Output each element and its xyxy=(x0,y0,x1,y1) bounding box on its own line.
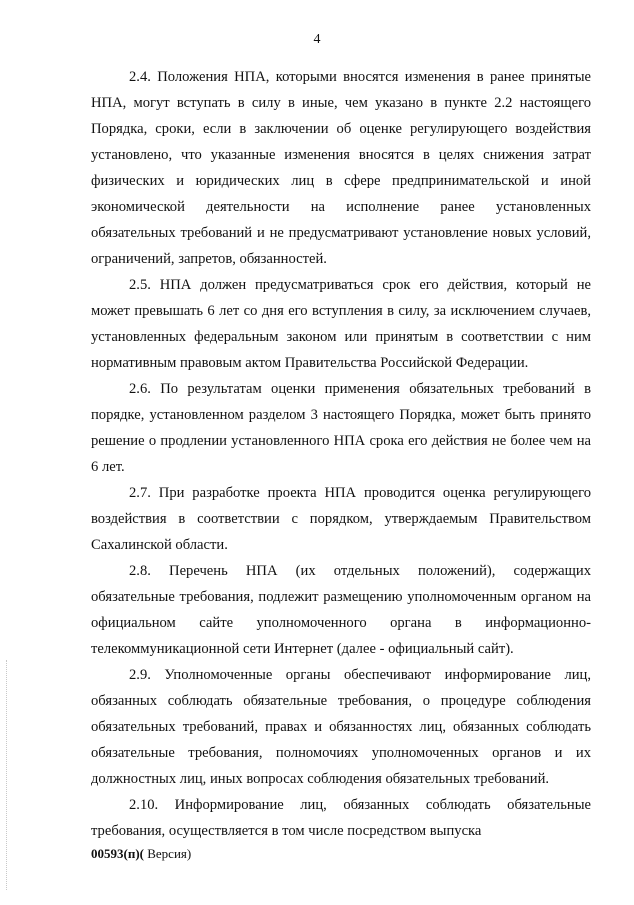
paragraph-2-10: 2.10. Информирование лиц, обязанных соблюдать обязательные требования, осуществляется в том числе посредством выпуска xyxy=(91,797,591,839)
document-code: 00593(п)( xyxy=(91,846,144,861)
document-version-label: Версия) xyxy=(143,846,192,861)
paragraph-2-6: 2.6. По результатам оценки применения обязательных требований в порядке, установленном разделом 3 настоящего Порядка, может быть принято решение о продлении установленного НПА срока его действия не более чем на 6 лет. xyxy=(91,381,591,475)
page-number: 4 xyxy=(313,32,321,47)
document-body xyxy=(91,64,591,844)
paragraph-2-8: 2.8. Перечень НПА (их отдельных положений), содержащих обязательные требования, подлежит размещению уполномоченным органом на официальном сайте уполномоченного органа в информационно-телекоммуникационной сети Интернет (далее - официальный сайт). xyxy=(91,563,591,657)
paragraph-2-5: 2.5. НПА должен предусматриваться срок его действия, который не может превышать 6 лет со дня его вступления в силу, за исключением случаев, установленных федеральным законом или принятым в соответствии с ним нормативным правовым актом Правительства Российской Федерации. xyxy=(91,277,591,371)
paragraph-2-9: 2.9. Уполномоченные органы обеспечивают информирование лиц, обязанных соблюдать обязательные требования, о процедуре соблюдения обязательных требований, правах и обязанностях лиц, обязанных соблюдать обязательные требования, полномочиях уполномоченных органов и их должностных лиц, иных вопросах соблюдения обязательных требований. xyxy=(91,667,591,787)
document-code-footer xyxy=(91,846,191,862)
scan-edge-mark xyxy=(6,660,8,890)
paragraph-2-7: 2.7. При разработке проекта НПА проводится оценка регулирующего воздействия в соответствии с порядком, утверждаемым Правительством Сахалинской области. xyxy=(91,485,591,553)
paragraph-2-4: 2.4. Положения НПА, которыми вносятся изменения в ранее принятые НПА, могут вступать в силу в иные, чем указано в пункте 2.2 настоящего Порядка, сроки, если в заключении об оценке регулирующего воздействия установлено, что указанные изменения вносятся в целях снижения затрат физических и юридических лиц в сфере предпринимательской и иной экономической деятельности на исполнение ранее установленных обязательных требований и не предусматривают установление новых условий, ограничений, запретов, обязанностей. xyxy=(91,69,591,267)
